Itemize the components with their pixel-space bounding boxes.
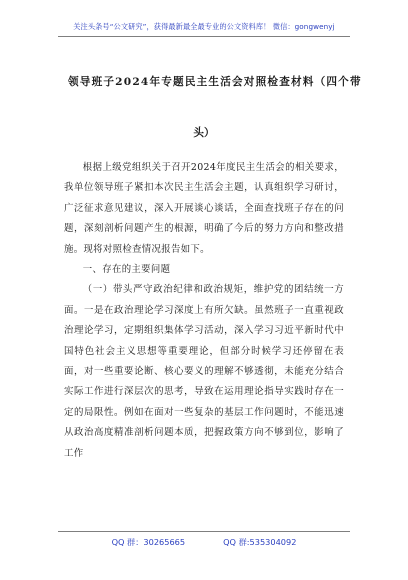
header-banner: 关注头条号“公文研究”，获得最新最全最专业的公文资料库！ 微信：gongwenyj (73, 22, 335, 31)
footer (68, 537, 340, 548)
paragraph-intro: 根据上级党组织关于召开2024年度民主生活会的相关要求，我单位领导班子紧扣本次民主生活会主题，认真组织学习研讨，广泛征求意见建议，深入开展谈心谈话，全面查找班子存在的问题，深刻剖析问题产生的根源，明确了今后的努力方向和整改措施。现将对照检查情况报告如下。 (64, 162, 344, 255)
footer-qq-group-1: QQ 群：30265665 (111, 537, 186, 547)
document-title-line-1: 领导班子2024年专题民主生活会对照检查材料（四个带 (68, 76, 362, 88)
footer-qq-group-2: QQ 群:535304092 (223, 537, 297, 547)
section-heading: 一、存在的主要问题 (82, 264, 171, 276)
footer-divider (58, 531, 350, 532)
document-title-line-2: 头） (193, 127, 215, 139)
paragraph-item-1: （一）带头严守政治纪律和政治规矩，维护党的团结统一方面。一是在政治理论学习深度上有所欠缺。虽然班子一直重视政治理论学习，定期组织集体学习活动，深入学习习近平新时代中国特色社会主义思想等重要理论，但部分时候学习还停留在表面，对一些重要论断、核心要义的理解不够透彻，未能充分结合实际工作进行深层次的思考，导致在运用理论指导实践时存在一定的局限性。例如在面对一些复杂的基层工作问题时，不能迅速从政治高度精准剖析问题本质，把握政策方向不够到位，影响了工作 (64, 284, 344, 459)
document-body (64, 158, 344, 464)
header-divider (58, 36, 350, 37)
